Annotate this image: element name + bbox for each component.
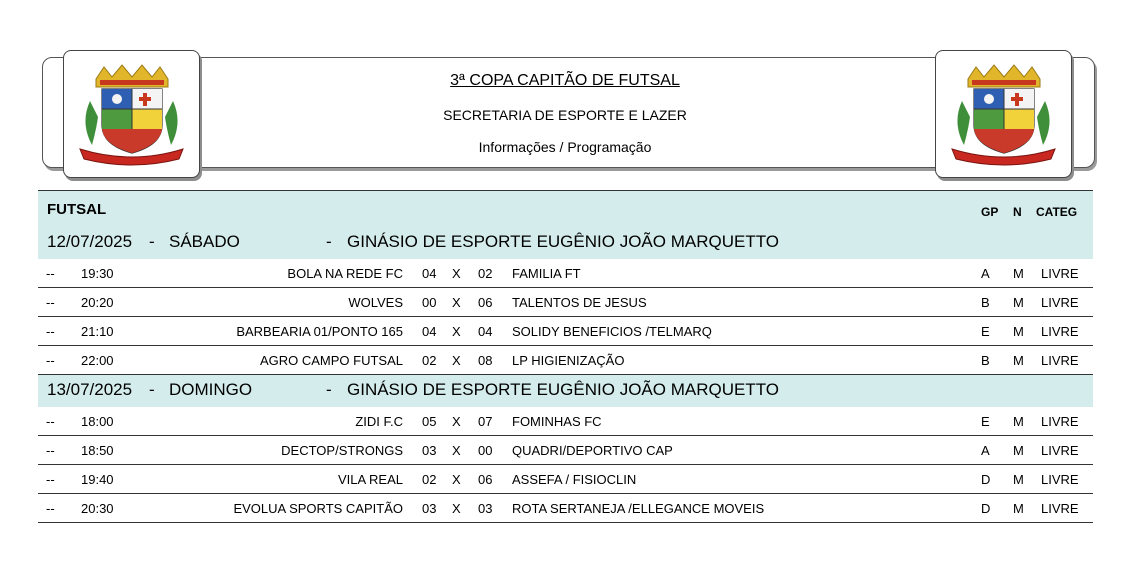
match-row [38, 317, 1093, 346]
day-date: 12/07/2025 [47, 232, 133, 251]
away-team: LP HIGIENIZAÇÃO [512, 353, 625, 368]
match-row [38, 494, 1093, 523]
match-naipe: M [1013, 501, 1024, 516]
day-weekday: SÁBADO [169, 232, 240, 251]
match-category: LIVRE [1041, 414, 1079, 429]
home-score: 03 [422, 501, 437, 516]
match-naipe: M [1013, 295, 1024, 310]
match-dash: -- [46, 414, 55, 429]
home-team: AGRO CAMPO FUTSAL [259, 353, 403, 368]
away-score: 00 [478, 443, 493, 458]
home-team: EVOLUA SPORTS CAPITÃO [233, 501, 403, 516]
match-row [38, 407, 1093, 436]
versus-mark: X [452, 472, 461, 487]
match-time: 19:40 [81, 472, 114, 487]
match-dash: -- [46, 324, 55, 339]
column-header-categ: CATEG [1036, 205, 1078, 219]
away-score: 04 [478, 324, 493, 339]
page-title: 3ª COPA CAPITÃO DE FUTSAL [450, 72, 680, 89]
schedule-table [38, 190, 1093, 523]
match-category: LIVRE [1041, 324, 1079, 339]
match-naipe: M [1013, 266, 1024, 281]
day-date: 13/07/2025 [47, 380, 133, 399]
crest-right [935, 50, 1072, 178]
day-venue: GINÁSIO DE ESPORTE EUGÊNIO JOÃO MARQUETTO [347, 380, 779, 399]
home-score: 02 [422, 353, 437, 368]
versus-mark: X [452, 443, 461, 458]
match-category: LIVRE [1041, 353, 1079, 368]
separator: - [326, 380, 332, 399]
versus-mark: X [452, 501, 461, 516]
home-score: 03 [422, 443, 437, 458]
match-category: LIVRE [1041, 295, 1079, 310]
versus-mark: X [452, 414, 461, 429]
match-category: LIVRE [1041, 266, 1079, 281]
home-score: 02 [422, 472, 437, 487]
away-team: ROTA SERTANEJA /ELLEGANCE MOVEIS [512, 501, 765, 516]
away-team: SOLIDY BENEFICIOS /TELMARQ [512, 324, 712, 339]
match-row [38, 465, 1093, 494]
away-score: 07 [478, 414, 493, 429]
crest-icon [946, 61, 1061, 167]
home-team: WOLVES [348, 295, 403, 310]
versus-mark: X [452, 324, 461, 339]
match-group: D [981, 501, 991, 516]
match-dash: -- [46, 295, 55, 310]
match-time: 18:50 [81, 443, 114, 458]
match-category: LIVRE [1041, 443, 1079, 458]
match-group: B [981, 353, 990, 368]
home-team: ZIDI F.C [355, 414, 403, 429]
match-dash: -- [46, 353, 55, 368]
match-dash: -- [46, 501, 55, 516]
away-team: TALENTOS DE JESUS [512, 295, 647, 310]
match-row [38, 259, 1093, 288]
away-team: ASSEFA / FISIOCLIN [512, 472, 637, 487]
column-header-gp: GP [981, 205, 999, 219]
match-time: 18:00 [81, 414, 114, 429]
separator: - [149, 380, 155, 399]
away-score: 06 [478, 472, 493, 487]
match-row [38, 288, 1093, 317]
separator: - [326, 232, 332, 251]
match-naipe: M [1013, 353, 1024, 368]
away-score: 03 [478, 501, 493, 516]
home-score: 04 [422, 266, 437, 281]
match-group: A [981, 266, 990, 281]
match-naipe: M [1013, 443, 1024, 458]
away-score: 06 [478, 295, 493, 310]
home-score: 05 [422, 414, 437, 429]
versus-mark: X [452, 295, 461, 310]
match-category: LIVRE [1041, 501, 1079, 516]
day-venue: GINÁSIO DE ESPORTE EUGÊNIO JOÃO MARQUETTO [347, 232, 779, 251]
day-header [38, 227, 1093, 259]
away-team: QUADRI/DEPORTIVO CAP [512, 443, 673, 458]
versus-mark: X [452, 266, 461, 281]
match-time: 20:20 [81, 295, 114, 310]
day-header [38, 375, 1093, 407]
home-team: VILA REAL [337, 472, 403, 487]
table-header [38, 190, 1093, 227]
crest-icon [74, 61, 189, 167]
versus-mark: X [452, 353, 461, 368]
home-team: DECTOP/STRONGS [281, 443, 403, 458]
home-team: BOLA NA REDE FC [287, 266, 403, 281]
home-score: 00 [422, 295, 437, 310]
match-group: A [981, 443, 990, 458]
sport-label: FUTSAL [47, 201, 107, 218]
match-dash: -- [46, 472, 55, 487]
away-score: 02 [478, 266, 493, 281]
crest-left [63, 50, 200, 178]
match-group: E [981, 324, 990, 339]
separator: - [149, 232, 155, 251]
match-group: B [981, 295, 990, 310]
match-time: 19:30 [81, 266, 114, 281]
match-naipe: M [1013, 472, 1024, 487]
away-team: FAMILIA FT [512, 266, 581, 281]
match-group: D [981, 472, 991, 487]
match-naipe: M [1013, 324, 1024, 339]
match-group: E [981, 414, 990, 429]
day-weekday: DOMINGO [169, 380, 253, 399]
home-team: BARBEARIA 01/PONTO 165 [236, 324, 403, 339]
away-team: FOMINHAS FC [512, 414, 602, 429]
page-subtitle: SECRETARIA DE ESPORTE E LAZER [443, 107, 687, 123]
match-row [38, 346, 1093, 375]
match-time: 20:30 [81, 501, 114, 516]
match-dash: -- [46, 443, 55, 458]
page-info: Informações / Programação [478, 139, 652, 155]
match-row [38, 436, 1093, 465]
match-time: 22:00 [81, 353, 114, 368]
match-category: LIVRE [1041, 472, 1079, 487]
away-score: 08 [478, 353, 493, 368]
column-header-n: N [1013, 205, 1022, 219]
match-dash: -- [46, 266, 55, 281]
home-score: 04 [422, 324, 437, 339]
match-time: 21:10 [81, 324, 114, 339]
match-naipe: M [1013, 414, 1024, 429]
